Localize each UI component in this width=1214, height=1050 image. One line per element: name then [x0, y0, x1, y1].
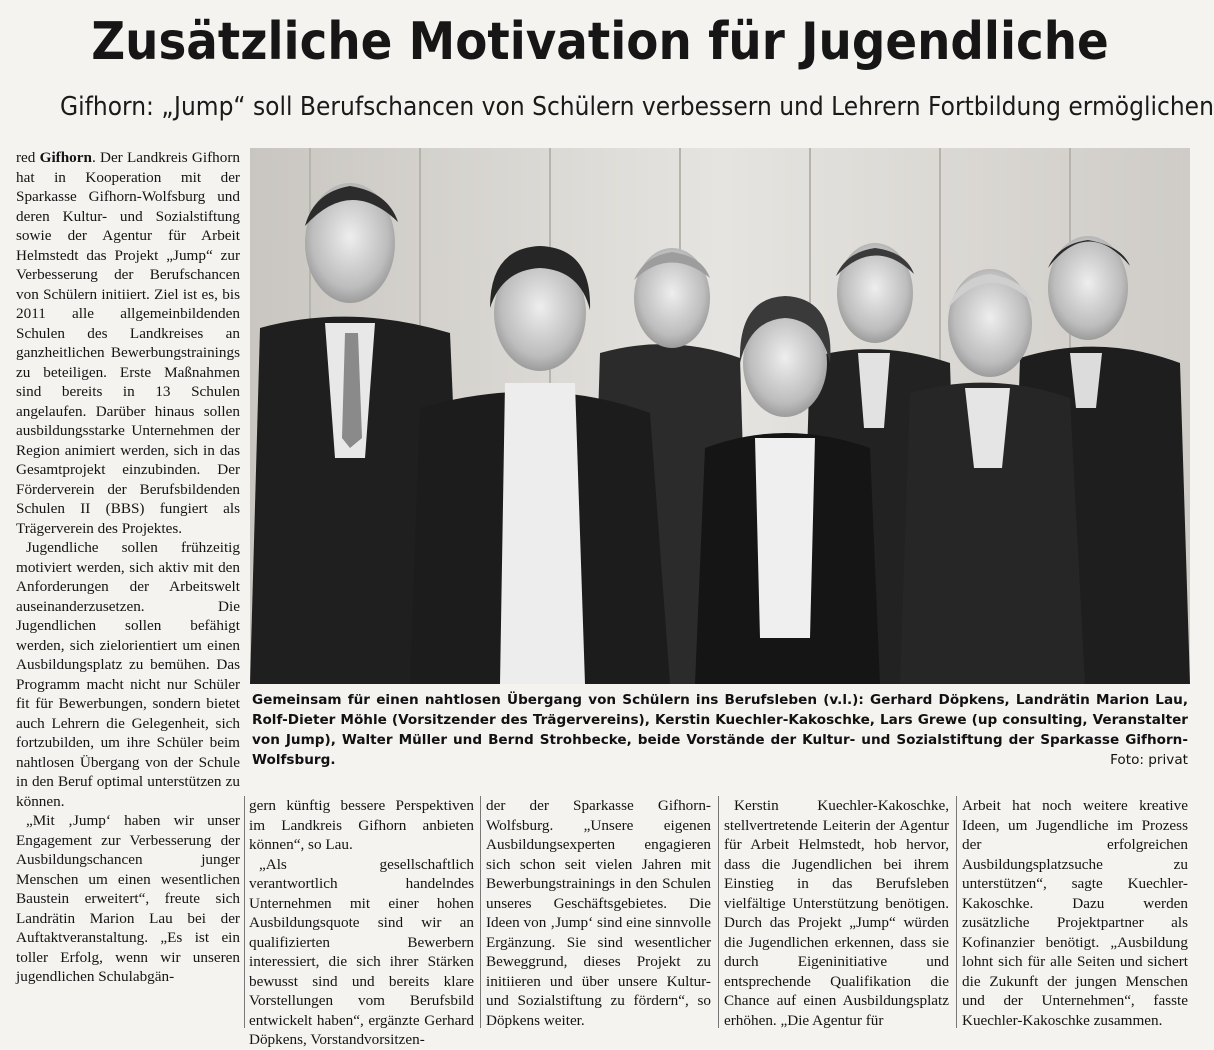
article-paragraph: Jugendliche sollen frühzeitig motiviert werden, sich aktiv mit den Anforderungen der Arbeitswelt auseinanderzusetzen. Die Jugendlichen sollen befähigt werden, sich zielorientiert um einen Ausbildungsplatz zu bemühen. Das Programm macht nicht nur Schüler fit für Bewerbungen, sondern bietet auch Lehrern die Gelegenheit, sich fortzubilden, um ihre Schüler beim nahtlosen Übergang von der Schule in den Beruf optimal unterstützen zu können. — [16, 539, 240, 810]
article-column-1 — [16, 148, 240, 1028]
dateline: Gifhorn — [39, 149, 92, 166]
article-paragraph: gern künftig bessere Perspektiven im Landkreis Gifhorn anbieten können“, so Lau. — [249, 797, 474, 853]
article-paragraph: der der Sparkasse Gifhorn-Wolfsburg. „Unsere eigenen Ausbildungsexperten engagieren sich schon seit vielen Jahren mit Bewerbungstrainings in den Schulen unseres Geschäftsgebietes. Die Ideen von ‚Jump‘ sind eine sinnvolle Ergänzung. Sie sind wesentlicher Beweggrund, dieses Projekt zu initiieren und über unsere Kultur- und Sozialstiftung zu fördern“, so Döpkens weiter. — [486, 797, 711, 1029]
article-paragraph: „Mit ‚Jump‘ haben wir unser Engagement zur Verbesserung der Ausbildungschancen junger Menschen um einen wesentlichen Baustein erweitert“, freute sich Landrätin Marion Lau bei der Auftaktveranstaltung. „Es ist ein toller Erfolg, wenn wir unseren jugendlichen Schulabgän- — [16, 812, 240, 985]
article-column-4 — [724, 796, 949, 1032]
article-paragraph: Arbeit hat noch weitere kreative Ideen, um Jugendliche im Prozess der erfolgreichen Ausbildungsplatzsuche zu unterstützen“, sagte Kuechler-Kakoschke. Dazu werden zusätzliche Projektpartner als Kofinanzier benötigt. „Ausbildung lohnt sich für alle Seiten und sichert die Zukunft der jungen Menschen und der Unternehmen“, fasste Kuechler-Kakoschke zusammen. — [962, 797, 1188, 1029]
article-paragraph: Kerstin Kuechler-Kakoschke, stellvertretende Leiterin der Agentur für Arbeit Helmstedt, hob hervor, dass die Jugendlichen bei ihrem Einstieg in das Berufsleben vielfältige Unterstützung benötigen. Durch das Projekt „Jump“ würden die Jugendlichen erkennen, dass sie durch Eigeninitiative und entsprechende Qualifikation die Chance auf einen Ausbildungsplatz erhöhen. „Die Agentur für — [724, 797, 949, 1029]
author-tag: red — [16, 149, 40, 166]
column-divider — [480, 796, 481, 1028]
column-divider — [718, 796, 719, 1028]
headline: Zusätzliche Motivation für Jugendliche — [91, 12, 1109, 72]
article-column-5 — [962, 796, 1188, 1032]
column-divider — [244, 796, 245, 1028]
paragraph-text: . Der Landkreis Gifhorn hat in Kooperation mit der Sparkasse Gifhorn-Wolfsburg und deren Kultur- und Sozialstiftung sowie der Agentur für Arbeit Helmstedt das Projekt „Jump“ zur Verbesserung der Berufschancen von Schülern initiiert. Ziel ist es, bis 2011 alle allgemeinbildenden Schulen des Landkreises an ganzheitlichen Bewerbungstrainings zu beteiligen. Erste Maßnahmen sind bereits in 13 Schulen angelaufen. Darüber hinaus sollen ausbildungsstarke Unternehmen der Region animiert werden, sich in das Gesamtprojekt einzubinden. Der Förderverein der Berufsbildenden Schulen II (BBS) fungiert als Trägerverein des Projektes. — [16, 149, 240, 537]
column-divider — [956, 796, 957, 1028]
photo-credit: Foto: privat — [1110, 752, 1188, 768]
article-paragraph — [16, 148, 240, 538]
article-paragraph: „Als gesellschaftlich verantwortlich handelndes Unternehmen mit einer hohen Ausbildungsquote sind wir an qualifizierten Bewerbern interessiert, die sich ihrer Stärken bewusst sind und bereits klare Vorstellungen vom Berufsbild entwickelt haben“, ergänzte Gerhard Döpkens, Vorstandvorsitzen- — [249, 855, 474, 1048]
group-photo — [250, 148, 1190, 684]
photo-caption — [252, 690, 1188, 770]
article-column-3 — [486, 796, 711, 1032]
subheadline: Gifhorn: „Jump“ soll Berufschancen von Schülern verbessern und Lehrern Fortbildung ermöglichen — [60, 92, 1214, 122]
article-column-2 — [249, 796, 474, 1048]
caption-text: Gemeinsam für einen nahtlosen Übergang von Schülern ins Berufsleben (v.l.): Gerhard Döpkens, Landrätin Marion Lau, Rolf-Dieter Möhle (Vorsitzender des Trägervereins), Kerstin Kuechler-Kakoschke, Lars Grewe (up consulting, Veranstalter von Jump), Walter Müller und Bernd Strohbecke, beide Vorstände der Kultur- und Sozialstiftung der Sparkasse Gifhorn-Wolfsburg. — [252, 692, 1188, 768]
